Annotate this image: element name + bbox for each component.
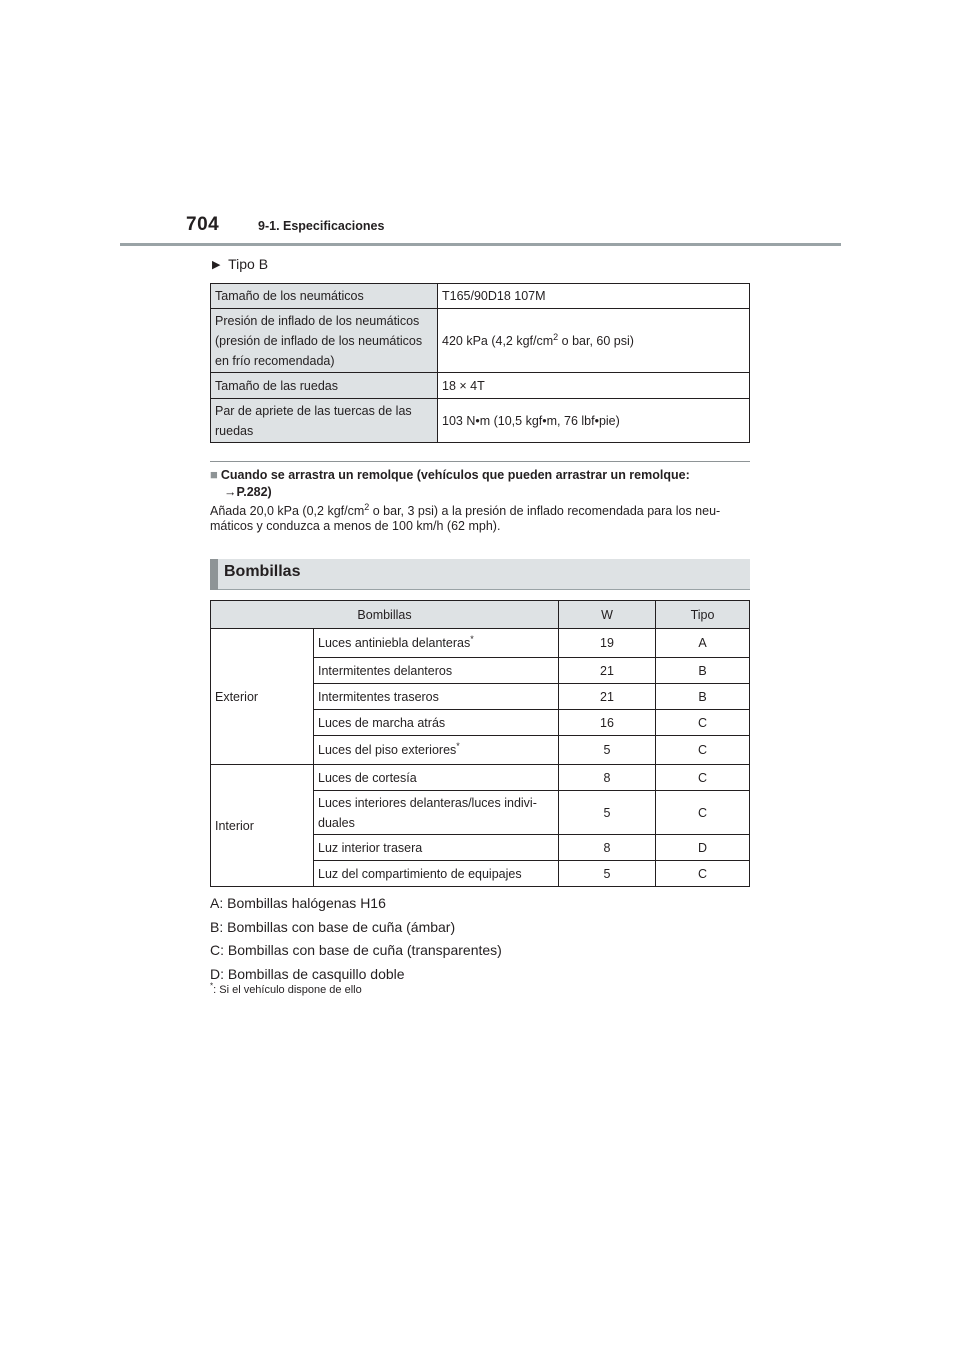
tire-spec-table <box>210 283 750 443</box>
square-bullet-icon: ■ <box>210 467 218 482</box>
table-row <box>211 309 750 373</box>
header-divider <box>120 243 841 246</box>
lug-nut-torque-label-line: Par de apriete de las tuercas de las <box>215 403 412 418</box>
footnote <box>210 981 362 996</box>
page-number: 704 <box>186 214 220 235</box>
bulb-name: Intermitentes delanteros <box>314 658 559 684</box>
tire-pressure-label-line: en frío recomendada) <box>215 353 335 368</box>
tire-pressure-value: 420 kPa (4,2 kgf/$cm^2$ o bar, 60 psi) <box>438 309 750 373</box>
bulb-name: Luces de cortesía <box>314 765 559 791</box>
bulb-wattage: 19 <box>559 629 656 658</box>
table-row <box>211 765 750 791</box>
bulb-type: B <box>656 658 750 684</box>
tire-pressure-label <box>211 309 438 373</box>
bulb-type: D <box>656 835 750 861</box>
legend-item: B: Bombillas con base de cuña (ámbar) <box>210 918 456 935</box>
tire-size-value: T165/90D18 107M <box>438 284 750 309</box>
wheel-size-value: 18 × 4T <box>438 373 750 399</box>
tire-size-label: Tamaño de los neumáticos <box>211 284 438 309</box>
bulb-type: A <box>656 629 750 658</box>
page-reference-link[interactable]: →P.282) <box>224 485 272 499</box>
bulbs-table <box>210 600 750 887</box>
bulb-type: C <box>656 765 750 791</box>
wheel-size-label: Tamaño de las ruedas <box>211 373 438 399</box>
towing-note-title: ■ Cuando se arrastra un remolque (vehículos que pueden arrastrar un remolque: →P.282) <box>210 466 750 501</box>
footnote-mark: * <box>210 981 214 991</box>
column-header-type: Tipo <box>656 601 750 629</box>
bulb-wattage: 5 <box>559 861 656 887</box>
subsection-title <box>212 256 268 272</box>
lug-nut-torque-value: 103 N•m (10,5 kgf•m, 76 lbf•pie) <box>438 399 750 443</box>
column-header-bulbs: Bombillas <box>211 601 559 629</box>
triangle-right-icon: ▶ <box>212 259 221 271</box>
bulb-name: Luz del compartimiento de equipajes <box>314 861 559 887</box>
exterior-group-label: Exterior <box>211 629 314 765</box>
tire-pressure-label-line: (presión de inflado de los neumáticos <box>215 333 423 348</box>
bulb-type-legend <box>210 892 502 986</box>
footnote-text: : Si el vehículo dispone de ello <box>213 984 362 996</box>
legend-item: C: Bombillas con base de cuña (transparentes) <box>210 942 502 958</box>
lug-nut-torque-label <box>211 399 438 443</box>
bulb-wattage: 8 <box>559 835 656 861</box>
subsection-title-text: Tipo B <box>228 256 269 272</box>
table-row <box>211 629 750 658</box>
bulb-name: Luces antiniebla delanteras* <box>314 629 559 658</box>
bulb-type: B <box>656 684 750 710</box>
bulb-type: C <box>656 710 750 736</box>
bulb-type: C <box>656 736 750 765</box>
interior-group-label: Interior <box>211 765 314 887</box>
towing-note-body: Añada 20,0 kPa (0,2 kgf/$cm^2$ o bar, 3 psi) a la presión de inflado recomendada para los neu- máticos y conduzca a menos de 100 km/h (62 mph). <box>210 501 721 533</box>
bulb-wattage: 16 <box>559 710 656 736</box>
bulb-wattage: 5 <box>559 791 656 835</box>
bulb-wattage: 5 <box>559 736 656 765</box>
note-divider <box>210 461 750 462</box>
column-header-w: W <box>559 601 656 629</box>
bulb-name: Luces interiores delanteras/luces indivi- duales <box>314 791 559 835</box>
legend-item: A: Bombillas halógenas H16 <box>210 895 386 911</box>
bulb-type: C <box>656 861 750 887</box>
bulb-type: C <box>656 791 750 835</box>
bulb-name: Luz interior trasera <box>314 835 559 861</box>
bulb-name: Intermitentes traseros <box>314 684 559 710</box>
tire-pressure-label-line: Presión de inflado de los neumáticos <box>215 313 420 328</box>
table-row <box>211 373 750 399</box>
bulb-name: Luces del piso exteriores* <box>314 736 559 765</box>
heading-accent-bar <box>210 559 218 590</box>
table-row <box>211 399 750 443</box>
lug-nut-torque-label-line: ruedas <box>215 423 254 438</box>
bulb-wattage: 8 <box>559 765 656 791</box>
bulb-name: Luces de marcha atrás <box>314 710 559 736</box>
section-heading: 9-1. Especificaciones <box>258 219 385 233</box>
legend-item: D: Bombillas de casquillo doble <box>210 965 405 982</box>
bulb-wattage: 21 <box>559 658 656 684</box>
bulbs-heading-text: Bombillas <box>224 563 301 580</box>
bulb-wattage: 21 <box>559 684 656 710</box>
table-header-row <box>211 601 750 629</box>
table-row <box>211 284 750 309</box>
bulbs-section-heading <box>210 559 750 590</box>
